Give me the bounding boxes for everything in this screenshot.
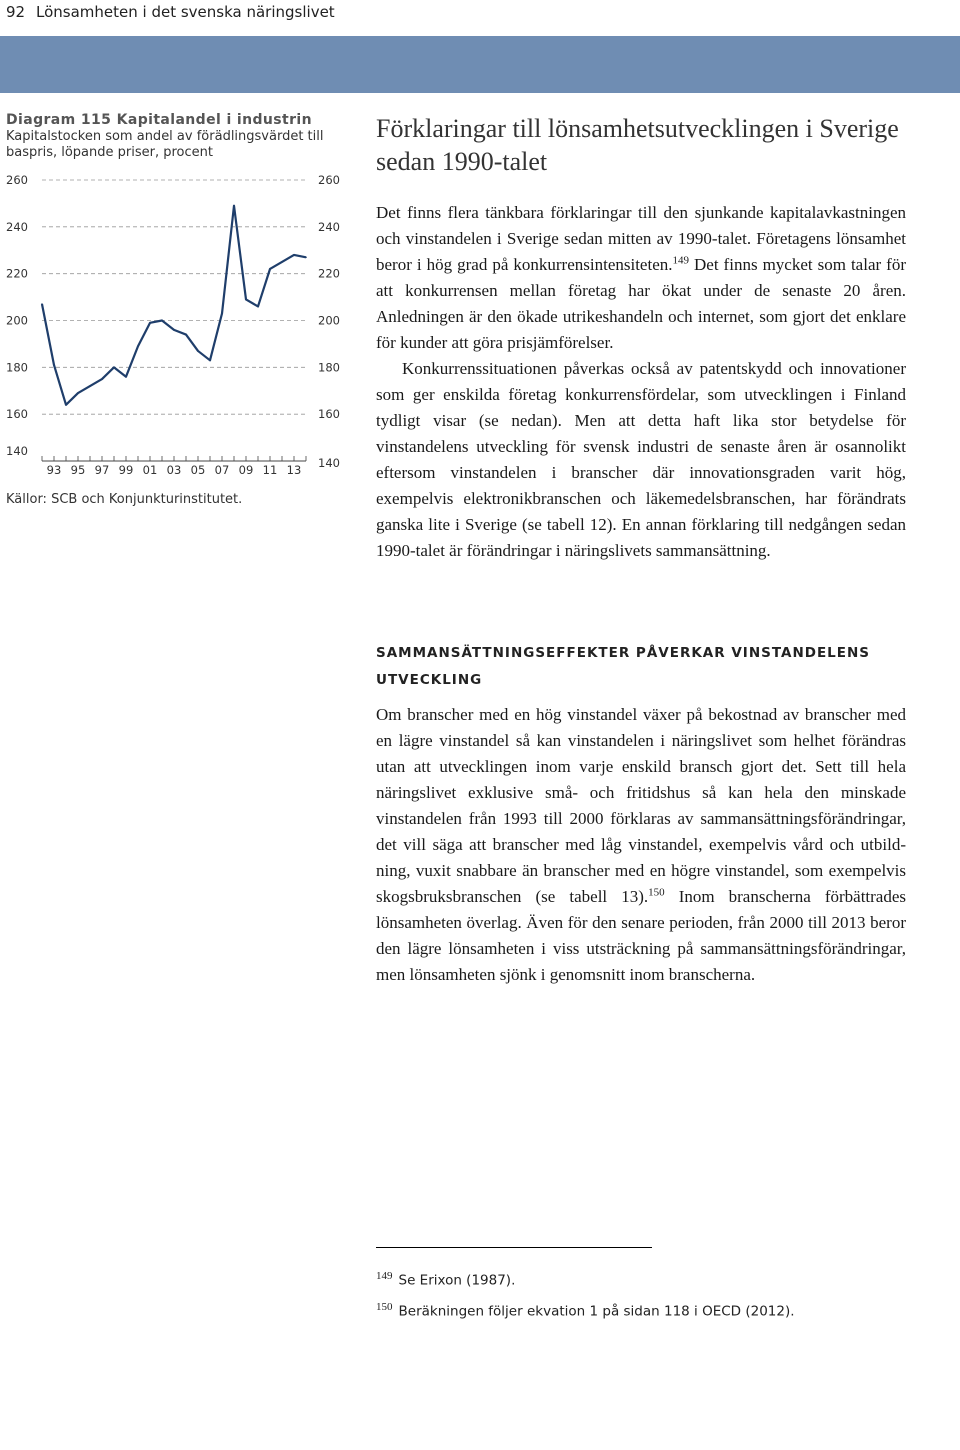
y-tick-label-left: 140 (6, 444, 28, 458)
y-tick-label-right: 200 (318, 313, 340, 328)
x-tick-label: 99 (118, 463, 134, 477)
y-tick-label-left: 200 (6, 313, 28, 328)
data-point (41, 303, 43, 305)
diagram-source: Källor: SCB och Konjunkturinstitutet. (6, 492, 243, 507)
x-tick-label: 11 (262, 463, 278, 477)
main-column (376, 112, 906, 564)
data-point (65, 404, 67, 406)
diagram-subtitle: Kapitalstocken som andel av förädlingsvärdet till baspris, löpande priser, procent (6, 129, 324, 160)
data-point (305, 256, 307, 258)
paragraph-3-text-a: Om branscher med en hög vinstandel växer på bekostnad av branscher med en lägre vinstandel så kan vinstandelen i näringslivet som helhet förändras utan att utvecklingen inom varje enskild bransch gjort det. Sett till hela näringslivet exklusive små- och fritidshus så kan hela den minskade vinstandelen från 1993 till 2000 förklaras av sammansättningsförändringar, det vill säga att branscher med låg vinstandel, exempelvis vård och utbildning, vuxit snabbare än branscher med en högre vinstandel, som exempelvis skogsbruksbranschen (se tabell 13). (376, 705, 906, 906)
data-point (209, 360, 211, 362)
data-point (233, 205, 235, 207)
diagram-title: Diagram 115 Kapitalandel i industrin (6, 112, 312, 128)
series-line (42, 206, 306, 405)
y-tick-label-right: 140 (318, 456, 340, 470)
header-band (0, 36, 960, 93)
footnote-text: Beräkningen följer ekvation 1 på sidan 118 i OECD (2012). (398, 1303, 795, 1320)
y-tick-label-right: 180 (318, 360, 340, 375)
data-point (89, 385, 91, 387)
data-point (101, 378, 103, 380)
y-tick-label-left: 180 (6, 360, 28, 375)
data-point (281, 261, 283, 263)
footnote-149 (376, 1270, 515, 1289)
y-tick-label-left: 220 (6, 266, 28, 281)
footnote-ref-150[interactable]: 150 (648, 886, 665, 899)
x-tick-label: 01 (142, 463, 158, 477)
data-point (245, 299, 247, 301)
data-point (149, 322, 151, 324)
running-title: Lönsamheten i det svenska näringslivet (36, 3, 335, 21)
x-tick-label: 07 (214, 463, 230, 477)
data-point (293, 254, 295, 256)
footnote-150 (376, 1301, 795, 1320)
x-tick-label: 05 (190, 463, 206, 477)
data-point (269, 268, 271, 270)
y-tick-label-right: 240 (318, 219, 340, 234)
x-tick-label: 09 (238, 463, 254, 477)
data-point (113, 367, 115, 369)
data-point (77, 392, 79, 394)
footnote-rule (376, 1247, 652, 1248)
line-chart (6, 172, 351, 482)
y-tick-label-right: 160 (318, 407, 340, 422)
y-tick-label-left: 160 (6, 407, 28, 422)
page-number: 92 (6, 3, 26, 21)
page-header (0, 0, 960, 36)
footnote-number: 150 (376, 1301, 393, 1313)
data-point (53, 364, 55, 366)
data-point (185, 334, 187, 336)
y-tick-label-right: 220 (318, 266, 340, 281)
data-point (221, 313, 223, 315)
section-heading: Förklaringar till lönsamhetsutvecklingen i Sverige sedan 1990-talet (376, 114, 899, 176)
data-point (137, 345, 139, 347)
data-point (257, 306, 259, 308)
x-tick-label: 95 (70, 463, 86, 477)
diagram-sidebar (6, 112, 351, 507)
paragraph-2: Konkurrenssituationen påverkas också av patentskydd och innovationer som ger enskilda företag konkurrensfördelar, som utvecklingen i Finland tydligt visar (se nedan). Men att detta haft lika stor betydelse för vinstandelens utveckling för svensk industri de senaste åren är osannolikt eftersom vinstandelen i branscher där innovationsgraden varit hög, exempelvis elektronikbranschen och läkemedelsbranschen, har förändrats ganska lite i Sverige (se tabell 12). En annan förklaring till nedgången sedan 1990-talet är förändringar i näringslivets sammansättning. (376, 359, 906, 560)
paragraph-1-text-a: Det finns flera tänkbara förklaringar till den sjunkande kapitalavkastningen och vinstandelen i Sverige sedan mitten av 1990-talet. Företagens lönsamhet beror i hög grad på konkurrensintensiteten. (376, 203, 906, 274)
x-tick-label: 93 (46, 463, 62, 477)
data-point (125, 376, 127, 378)
footnote-text: Se Erixon (1987). (398, 1272, 516, 1289)
y-tick-label-right: 260 (318, 173, 340, 187)
y-tick-label-left: 260 (6, 173, 28, 187)
paragraph-3-text-b: Inom branscherna förbättrades lönsamheten överlag. Även för den senare perioden, från 2000 till 2013 beror den lägre lönsamheten i viss utsträckning på sammansättningsförändringar, men lönsamheten sjönk i genomsnitt inom branscherna. (376, 887, 907, 984)
subsection-heading: SAMMANSÄTTNINGSEFFEKTER PÅVERKAR VINSTANDELENS UTVECKLING (376, 645, 871, 688)
x-tick-label: 13 (286, 463, 302, 477)
footnote-number: 149 (376, 1270, 393, 1282)
data-point (197, 350, 199, 352)
data-point (161, 320, 163, 322)
x-tick-label: 97 (94, 463, 110, 477)
paragraph-1 (376, 200, 906, 356)
data-point (173, 329, 175, 331)
y-tick-label-left: 240 (6, 219, 28, 234)
footnote-ref-149[interactable]: 149 (672, 254, 689, 267)
x-tick-label: 03 (166, 463, 182, 477)
paragraph-3 (376, 702, 906, 988)
paragraph-1-text-b: Det finns mycket som talar för att konkurrensen mellan företag har ökat under de senaste 20 åren. Anledningen är den ökade utrikeshandeln och internet, som gjort det enklare för kunder att göra prisjämförelser. (376, 255, 906, 352)
